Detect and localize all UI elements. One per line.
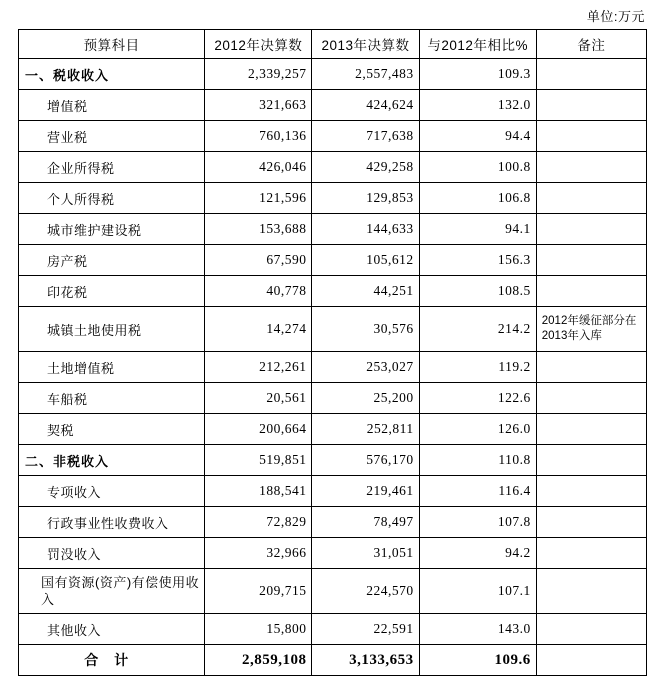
cell-ratio: 94.2 [419, 538, 536, 569]
cell-y2012: 15,800 [205, 614, 312, 645]
table-row [19, 538, 647, 569]
cell-y2013: 424,624 [312, 90, 419, 121]
cell-y2012: 519,851 [205, 445, 312, 476]
cell-note [536, 90, 646, 121]
cell-budget-item: 房产税 [19, 245, 205, 276]
cell-y2012: 209,715 [205, 569, 312, 614]
cell-budget-item: 印花税 [19, 276, 205, 307]
cell-y2013: 78,497 [312, 507, 419, 538]
cell-ratio: 94.1 [419, 214, 536, 245]
cell-y2013: 31,051 [312, 538, 419, 569]
cell-y2012: 321,663 [205, 90, 312, 121]
cell-y2013: 25,200 [312, 383, 419, 414]
cell-y2012: 67,590 [205, 245, 312, 276]
table-row [19, 445, 647, 476]
table-row [19, 614, 647, 645]
cell-y2013: 129,853 [312, 183, 419, 214]
table-row [19, 414, 647, 445]
cell-note [536, 569, 646, 614]
cell-note [536, 214, 646, 245]
cell-note [536, 383, 646, 414]
budget-table [18, 29, 647, 676]
cell-note: 2012年缓征部分在2013年入库 [536, 307, 646, 352]
cell-note [536, 476, 646, 507]
cell-y2013: 144,633 [312, 214, 419, 245]
cell-ratio: 122.6 [419, 383, 536, 414]
cell-budget-item: 罚没收入 [19, 538, 205, 569]
cell-y2013: 576,170 [312, 445, 419, 476]
column-header-note: 备注 [536, 30, 646, 59]
cell-y2012: 72,829 [205, 507, 312, 538]
cell-ratio: 106.8 [419, 183, 536, 214]
cell-note [536, 183, 646, 214]
cell-ratio: 132.0 [419, 90, 536, 121]
table-body [19, 59, 647, 676]
cell-note [536, 352, 646, 383]
table-row [19, 183, 647, 214]
column-header-y2013: 2013年决算数 [312, 30, 419, 59]
cell-note [536, 445, 646, 476]
cell-ratio: 110.8 [419, 445, 536, 476]
cell-budget-item: 增值税 [19, 90, 205, 121]
cell-y2013: 717,638 [312, 121, 419, 152]
cell-y2012: 188,541 [205, 476, 312, 507]
cell-y2012: 14,274 [205, 307, 312, 352]
table-row [19, 476, 647, 507]
cell-y2013: 219,461 [312, 476, 419, 507]
cell-y2013: 44,251 [312, 276, 419, 307]
cell-y2012: 200,664 [205, 414, 312, 445]
cell-note [536, 152, 646, 183]
cell-y2013: 22,591 [312, 614, 419, 645]
cell-ratio: 126.0 [419, 414, 536, 445]
table-row [19, 121, 647, 152]
cell-ratio: 108.5 [419, 276, 536, 307]
cell-ratio: 119.2 [419, 352, 536, 383]
cell-budget-item: 城市维护建设税 [19, 214, 205, 245]
table-row [19, 276, 647, 307]
table-row [19, 152, 647, 183]
cell-ratio: 116.4 [419, 476, 536, 507]
cell-ratio: 107.8 [419, 507, 536, 538]
cell-y2013: 2,557,483 [312, 59, 419, 90]
cell-y2013: 105,612 [312, 245, 419, 276]
cell-budget-item: 个人所得税 [19, 183, 205, 214]
cell-budget-item: 合 计 [19, 645, 205, 676]
unit-label: 单位:万元 [586, 9, 645, 24]
cell-budget-item: 契税 [19, 414, 205, 445]
cell-ratio: 107.1 [419, 569, 536, 614]
cell-budget-item: 二、非税收入 [19, 445, 205, 476]
cell-y2013: 3,133,653 [312, 645, 419, 676]
table-row [19, 90, 647, 121]
cell-y2013: 252,811 [312, 414, 419, 445]
cell-y2013: 253,027 [312, 352, 419, 383]
cell-budget-item: 其他收入 [19, 614, 205, 645]
column-header-item: 预算科目 [19, 30, 205, 59]
cell-note [536, 414, 646, 445]
table-row [19, 507, 647, 538]
cell-note [536, 59, 646, 90]
cell-y2013: 224,570 [312, 569, 419, 614]
cell-y2012: 20,561 [205, 383, 312, 414]
cell-budget-item: 国有资源(资产)有偿使用收入 [19, 569, 205, 614]
cell-note [536, 538, 646, 569]
table-row [19, 645, 647, 676]
cell-budget-item: 车船税 [19, 383, 205, 414]
cell-ratio: 109.3 [419, 59, 536, 90]
column-header-ratio: 与2012年相比% [419, 30, 536, 59]
cell-note [536, 614, 646, 645]
cell-budget-item: 行政事业性收费收入 [19, 507, 205, 538]
table-row [19, 59, 647, 90]
cell-ratio: 214.2 [419, 307, 536, 352]
table-row [19, 352, 647, 383]
table-row [19, 214, 647, 245]
cell-y2012: 426,046 [205, 152, 312, 183]
cell-y2012: 760,136 [205, 121, 312, 152]
cell-y2012: 32,966 [205, 538, 312, 569]
cell-ratio: 94.4 [419, 121, 536, 152]
cell-ratio: 156.3 [419, 245, 536, 276]
cell-budget-item: 城镇土地使用税 [19, 307, 205, 352]
cell-note [536, 507, 646, 538]
cell-y2012: 121,596 [205, 183, 312, 214]
cell-ratio: 143.0 [419, 614, 536, 645]
cell-y2012: 2,339,257 [205, 59, 312, 90]
cell-ratio: 100.8 [419, 152, 536, 183]
cell-budget-item: 企业所得税 [19, 152, 205, 183]
column-header-y2012: 2012年决算数 [205, 30, 312, 59]
table-row [19, 245, 647, 276]
cell-note [536, 645, 646, 676]
cell-y2012: 2,859,108 [205, 645, 312, 676]
cell-y2012: 153,688 [205, 214, 312, 245]
cell-ratio: 109.6 [419, 645, 536, 676]
table-row [19, 569, 647, 614]
cell-budget-item: 营业税 [19, 121, 205, 152]
cell-budget-item: 专项收入 [19, 476, 205, 507]
cell-budget-item: 一、税收收入 [19, 59, 205, 90]
cell-note [536, 245, 646, 276]
cell-y2013: 30,576 [312, 307, 419, 352]
table-row [19, 307, 647, 352]
table-header-row [19, 30, 647, 59]
cell-note [536, 121, 646, 152]
cell-y2012: 40,778 [205, 276, 312, 307]
cell-budget-item: 土地增值税 [19, 352, 205, 383]
cell-note [536, 276, 646, 307]
cell-y2012: 212,261 [205, 352, 312, 383]
table-header [19, 30, 647, 59]
table-row [19, 383, 647, 414]
cell-y2013: 429,258 [312, 152, 419, 183]
